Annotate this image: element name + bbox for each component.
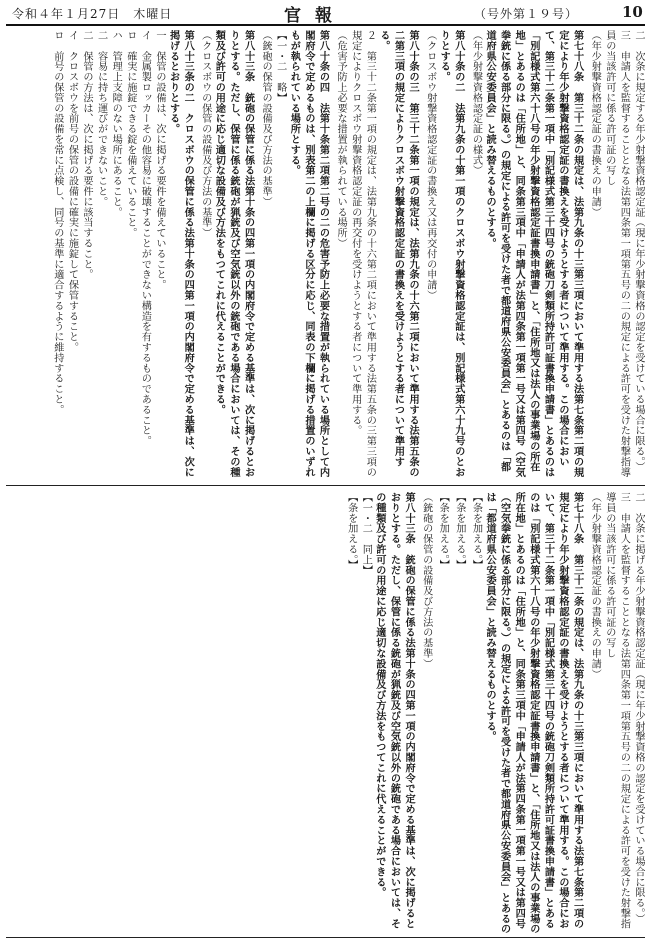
upper-article-83-2: 第八十三条の二 クロスボウの保管に係る法第十条の四第一項の内閣府令で定める基準は、次に掲げるとおりとする。 (167, 30, 195, 478)
page-header (6, 0, 645, 26)
lower-item-3: 三 申請人を監督することとなる法第四条第一項第五号の二の規定による許可を受けた射撃指導員の当該許可に係る許可証の写し (603, 492, 630, 929)
upper-83-2-item1-ha: ハ 管理上支障のない場所にあること。 (110, 30, 122, 218)
upper-83-2-item1-ni: 二 容易に持ち運びができないこと。 (95, 30, 107, 207)
header-page-number: 10 (622, 3, 643, 21)
upper-article-83: 第八十三条 銃砲の保管に係る法第十条の四第一項の内閣府令で定める基準は、次に掲げるとおりとする。ただし、保管に係る銃砲が猟銃及び空気銃以外の銃砲である場合においては、その種類及び許可の用途に応じ適切な設備及び方法をもつてこれに代えることができる。 (213, 30, 255, 478)
section-divider (6, 485, 645, 486)
lower-add-note-4: 【条を加える。】 (345, 492, 357, 571)
lower-caption-83: （銃砲の保管の設備及び方法の基準） (420, 492, 432, 669)
upper-caption-80-3: （クロスボウ射撃資格認定証の書換え又は再交付の申請） (424, 30, 436, 301)
bottom-rule (6, 937, 645, 938)
header-issue-number: （号外第１９号） (474, 7, 579, 21)
upper-caption-80-4: （危害予防上必要な措置が執られている場所） (335, 30, 347, 249)
upper-83-2-item2-i: イ クロスボウを前号の保管の設備に確実に施錠して保管すること。 (66, 30, 78, 353)
upper-article-80-2: 第八十条の二 法第九条の十第一項のクロスボウ射撃資格認定証は、別記様式第六十九号のとおりとする。 (438, 30, 465, 478)
upper-item-3: 三 申請人を監督することとなる法第四条第一項第五号の二の規定による許可を受けた射撃指導員の当該許可に係る許可証の写し (603, 30, 630, 478)
upper-83-2-item2: 二 保管の方法は、次に掲げる要件に該当すること。 (81, 30, 93, 280)
lower-section-current-text (6, 492, 645, 936)
upper-text-column (6, 30, 645, 480)
lower-article-83: 第八十三条 銃砲の保管に係る法第十条の四第一項の内閣府令で定める基準は、次に掲げるとおりとする。ただし、保管に係る銃砲が猟銃及び空気銃以外の銃砲である場合においては、その種類及び許可の用途に応じ適切な設備及び方法をもつてこれに代えることができる。 (373, 492, 416, 929)
upper-83-2-item1: 一 保管の設備は、次に掲げる要件を備えていること。 (154, 30, 165, 290)
lower-add-note-1: 【条を加える。】 (470, 492, 482, 571)
upper-article-80-3: 第八十条の三 第三十二条第一項の規定は、法第九条の十六第二項において準用する法第五条の二第三項の規定によりクロスボウ射撃資格認定証の書換えを受けようとする者について準用する。 (377, 30, 420, 478)
upper-caption-83-2: （クロスボウの保管の設備及び方法の基準） (199, 30, 211, 238)
upper-83-2-item1-ro: ロ 確実に施錠できる錠を備えていること。 (124, 30, 136, 238)
upper-caption-80-2: （年少射撃資格認定証の様式） (470, 30, 482, 176)
header-gazette-title: 官報 (284, 6, 346, 26)
upper-article-78: 第七十八条 第三十二条の規定は、法第九条の十三第三項において準用する法第七条第二項の規定により年少射撃資格認定証の書換えを受けようとする者について準用する。この場合において、第三十二条第一項中「別記様式第三十四号の銃砲刀剣類所持許可証書換申請書」とあるのは「別記様式第六十八号の年少射撃資格認定証書換申請書」と、「住所地又は法人の事業場の所在地」とあるのは「住所地」と、同条第三項中「申請人が法第四条第一項第一号又は第四号（空気拳銃に係る部分に限る。）の規定による許可を受けた者で都道府県公安委員会」とあるのは「都道府県公安委員会」と読み替えるものとする。 (484, 30, 584, 478)
lower-item-2: 二 次条に掲げる年少射撃資格認定証（現に年少射撃資格の認定を受けている場合に限る。） (633, 492, 644, 924)
upper-item-2: 二 次条に規定する年少射撃資格認定証（現に年少射撃資格の認定を受けている場合に限る。） (633, 30, 644, 473)
header-date: 令和４年１月27日 木曜日 (12, 7, 173, 21)
lower-caption-78: （年少射撃資格認定証の書換えの申請） (589, 492, 601, 680)
upper-article-80-3-para2: ２ 第三十二条第一項の規定は、法第九条の十六第二項において準用する法第五条の三第三項の規定によりクロスボウ射撃資格認定証の再交付を受けようとする者について準用する。 (349, 30, 376, 478)
lower-add-note-2: 【条を加える。】 (453, 492, 465, 571)
lower-text-column (6, 492, 645, 936)
upper-caption-83: （銃砲の保管の設備及び方法の基準） (260, 30, 272, 207)
upper-83-2-item1-i: イ 金属製ロッカーその他容易に破壊することができない構造を有するものであること。 (139, 30, 151, 446)
upper-article-80-4: 第八十条の四 法第十条第二項第二号の二の危害予防上必要な措置が執られている場所として内閣府令で定めるものは、別表第二の上欄に掲げる区分に応じ、同表の下欄に掲げる措置のいずれもが執られている場所とする。 (288, 30, 330, 478)
upper-omitted-note: 【一・二 略】 (274, 30, 286, 103)
upper-caption-78: （年少射撃資格認定証の書換えの申請） (589, 30, 601, 218)
lower-add-note-3: 【条を加える。】 (437, 492, 449, 571)
lower-article-78: 第七十八条 第三十二条の規定は、法第九条の十三第三項において準用する法第七条第二項の規定により年少射撃資格認定証の書換えを受けようとする者について準用する。この場合において、第三十二条第一項中「別記様式第三十四号の銃砲刀剣類所持許可証書換申請書」とあるのは「別記様式第六十八号の年少射撃資格認定証書換申請書」と、「住所地又は法人の事業場の所在地」とあるのは「住所地」と、同条第三項中「申請人が法第四条第一項第一号又は第四号（空気拳銃に係る部分に限る。）の規定による許可を受けた者で都道府県公安委員会」とあるのは「都道府県公安委員会」と読み替えるものとする。 (484, 492, 584, 935)
upper-83-2-item2-ro: ロ 前号の保管の設備を常に点検し、同号の基準に適合するように維持すること。 (51, 30, 63, 415)
lower-same-note: 【一・二 同上】 (360, 492, 372, 576)
upper-section-amended-text (6, 30, 645, 480)
